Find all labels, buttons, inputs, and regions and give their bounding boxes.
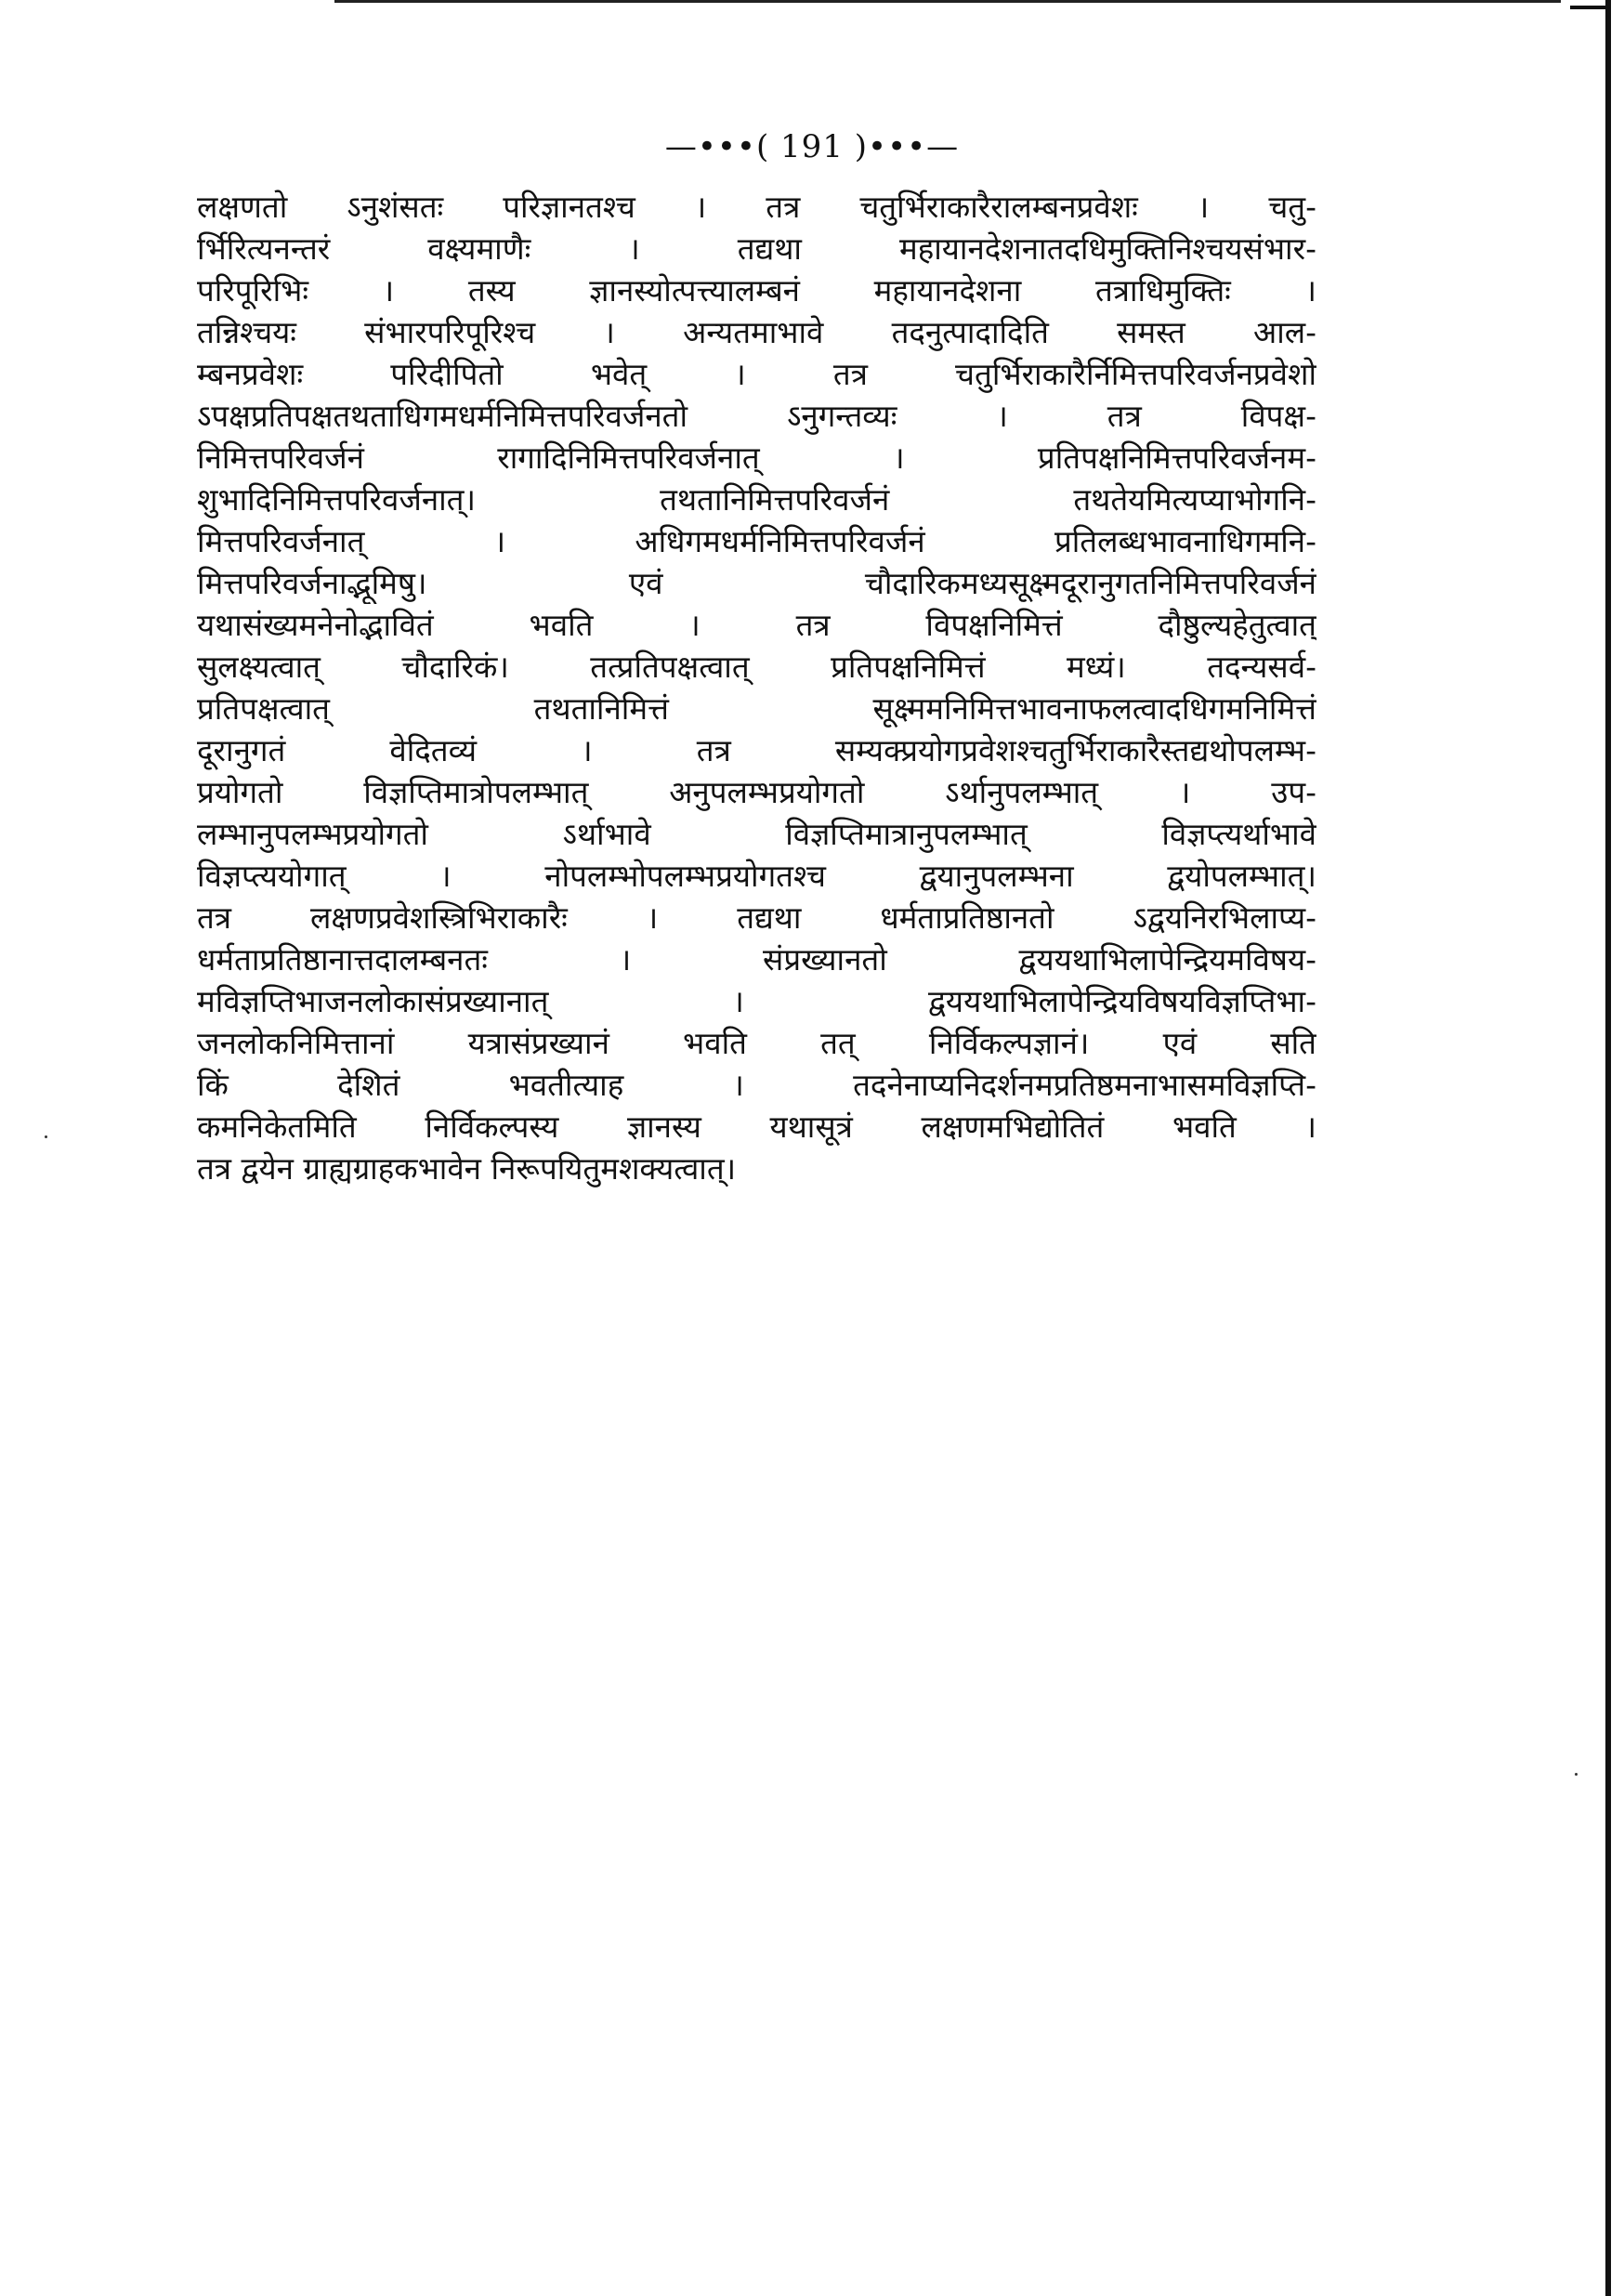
text-line: म्बनप्रवेशः परिदीपितो भवेत् । तत्र चतुर्भिराकारैर्निमित्तपरिवर्जनप्रवेशो	[197, 356, 1316, 392]
text-line: दूरानुगतं वेदितव्यं । तत्र सम्यक्प्रयोगप्रवेशश्चतुर्भिराकारैस्तद्यथोपलम्भ-	[197, 732, 1316, 768]
text-line: लक्षणतो ऽनुशंसतः परिज्ञानतश्च । तत्र चतुर्भिराकारैरालम्बनप्रवेशः । चतु-	[197, 189, 1316, 225]
text-line: लम्भानुपलम्भप्रयोगतो ऽर्थाभावे विज्ञप्तिमात्रानुपलम्भात् विज्ञप्त्यर्थाभावे	[197, 816, 1316, 852]
body-text	[197, 186, 1316, 1189]
text-line: जनलोकनिमित्तानां यत्रासंप्रख्यानं भवति तत् निर्विकल्पज्ञानं। एवं सति	[197, 1025, 1316, 1061]
text-line: कमनिकेतमिति निर्विकल्पस्य ज्ञानस्य यथासूत्रं लक्षणमभिद्योतितं भवति ।	[197, 1109, 1316, 1145]
text-line: र्भिरित्यनन्तरं वक्ष्यमाणैः । तद्यथा महायानदेशनातदधिमुक्तिनिश्चयसंभार-	[197, 230, 1316, 267]
text-line: तन्निश्चयः संभारपरिपूरिश्च । अन्यतमाभावे तदनुत्पादादिति समस्त आल-	[197, 314, 1316, 350]
scan-speck	[45, 1135, 47, 1138]
text-line: किं देशितं भवतीत्याह । तदनेनाप्यनिदर्शनमप्रतिष्ठमनाभासमविज्ञप्ति-	[197, 1067, 1316, 1103]
text-line: निमित्तपरिवर्जनं रागादिनिमित्तपरिवर्जनात् । प्रतिपक्षनिमित्तपरिवर्जनम-	[197, 440, 1316, 476]
page-number-header: —•••( 191 )•••—	[664, 128, 960, 165]
text-line: शुभादिनिमित्तपरिवर्जनात्। तथतानिमित्तपरिवर्जनं तथतेयमित्यप्याभोगनि-	[197, 481, 1316, 518]
text-line: धर्मताप्रतिष्ठानात्तदालम्बनतः । संप्रख्यानतो द्वययथाभिलापेन्द्रियमविषय-	[197, 941, 1316, 977]
text-line: परिपूरिभिः । तस्य ज्ञानस्योत्पत्त्यालम्बनं महायानदेशना तत्राधिमुक्तिः ।	[197, 272, 1316, 308]
text-line: सुलक्ष्यत्वात् चौदारिकं। तत्प्रतिपक्षत्वात् प्रतिपक्षनिमित्तं मध्यं। तदन्यसर्व-	[197, 649, 1316, 685]
scan-speck	[1575, 1773, 1578, 1776]
text-line: प्रयोगतो विज्ञप्तिमात्रोपलम्भात् अनुपलम्भप्रयोगतो ऽर्थानुपलम्भात् । उप-	[197, 774, 1316, 810]
scan-edge-corner	[1570, 6, 1607, 9]
text-line: तत्र द्वयेन ग्राह्यग्राहकभावेन निरूपयितुमशक्यत्वात्।	[197, 1150, 737, 1187]
text-line: ऽपक्षप्रतिपक्षतथताधिगमधर्मनिमित्तपरिवर्जनतो ऽनुगन्तव्यः । तत्र विपक्ष-	[197, 398, 1316, 434]
text-line: यथासंख्यमनेनोद्भावितं भवति । तत्र विपक्षनिमित्तं दौष्ठुल्यहेतुत्वात्	[197, 607, 1316, 643]
text-line: तत्र लक्षणप्रवेशस्त्रिभिराकारैः । तद्यथा धर्मताप्रतिष्ठानतो ऽद्वयनिरभिलाप्य-	[197, 899, 1316, 936]
text-line: मित्तपरिवर्जनाद्भूमिषु। एवं चौदारिकमध्यसूक्ष्मदूरानुगतनिमित्तपरिवर्जनं	[197, 565, 1316, 601]
text-line: विज्ञप्त्ययोगात् । नोपलम्भोपलम्भप्रयोगतश्च द्वयानुपलम्भना द्वयोपलम्भात्।	[197, 858, 1316, 894]
scan-edge-top	[334, 0, 1561, 3]
scan-edge-right	[1605, 0, 1611, 2296]
text-line: मविज्ञप्तिभाजनलोकासंप्रख्यानात् । द्वययथाभिलापेन्द्रियविषयविज्ञप्तिभा-	[197, 983, 1316, 1019]
text-line: मित्तपरिवर्जनात् । अधिगमधर्मनिमित्तपरिवर्जनं प्रतिलब्धभावनाधिगमनि-	[197, 523, 1316, 559]
text-line: प्रतिपक्षत्वात् तथतानिमित्तं सूक्ष्ममनिमित्तभावनाफलत्वादधिगमनिमित्तं	[197, 690, 1316, 727]
